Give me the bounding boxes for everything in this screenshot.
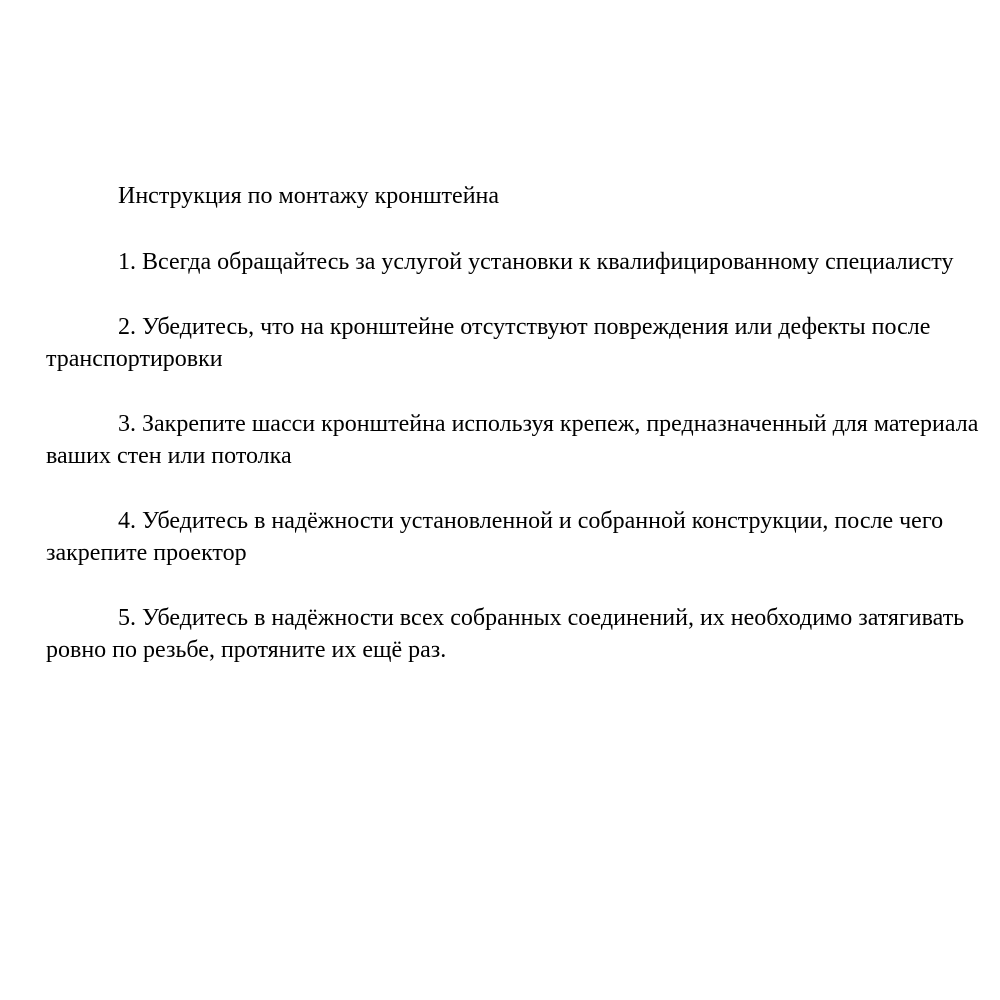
document-title: Инструкция по монтажу кронштейна (118, 183, 500, 209)
instruction-item-2: 2. Убедитесь, что на кронштейне отсутствуют повреждения или дефекты после транспортировки (46, 314, 931, 372)
instruction-item-3: 3. Закрепите шасси кронштейна используя крепеж, предназначенный для материала ваших стен или потолка (46, 411, 979, 469)
instruction-item-5: 5. Убедитесь в надёжности всех собранных соединений, их необходимо затягивать ровно по резьбе, протяните их ещё раз. (46, 605, 965, 663)
instruction-item-1: 1. Всегда обращайтесь за услугой установки к квалифицированному специалисту (118, 249, 954, 275)
document-body (46, 180, 986, 699)
instruction-item-4: 4. Убедитесь в надёжности установленной и собранной конструкции, после чего закрепите проектор (46, 508, 944, 566)
